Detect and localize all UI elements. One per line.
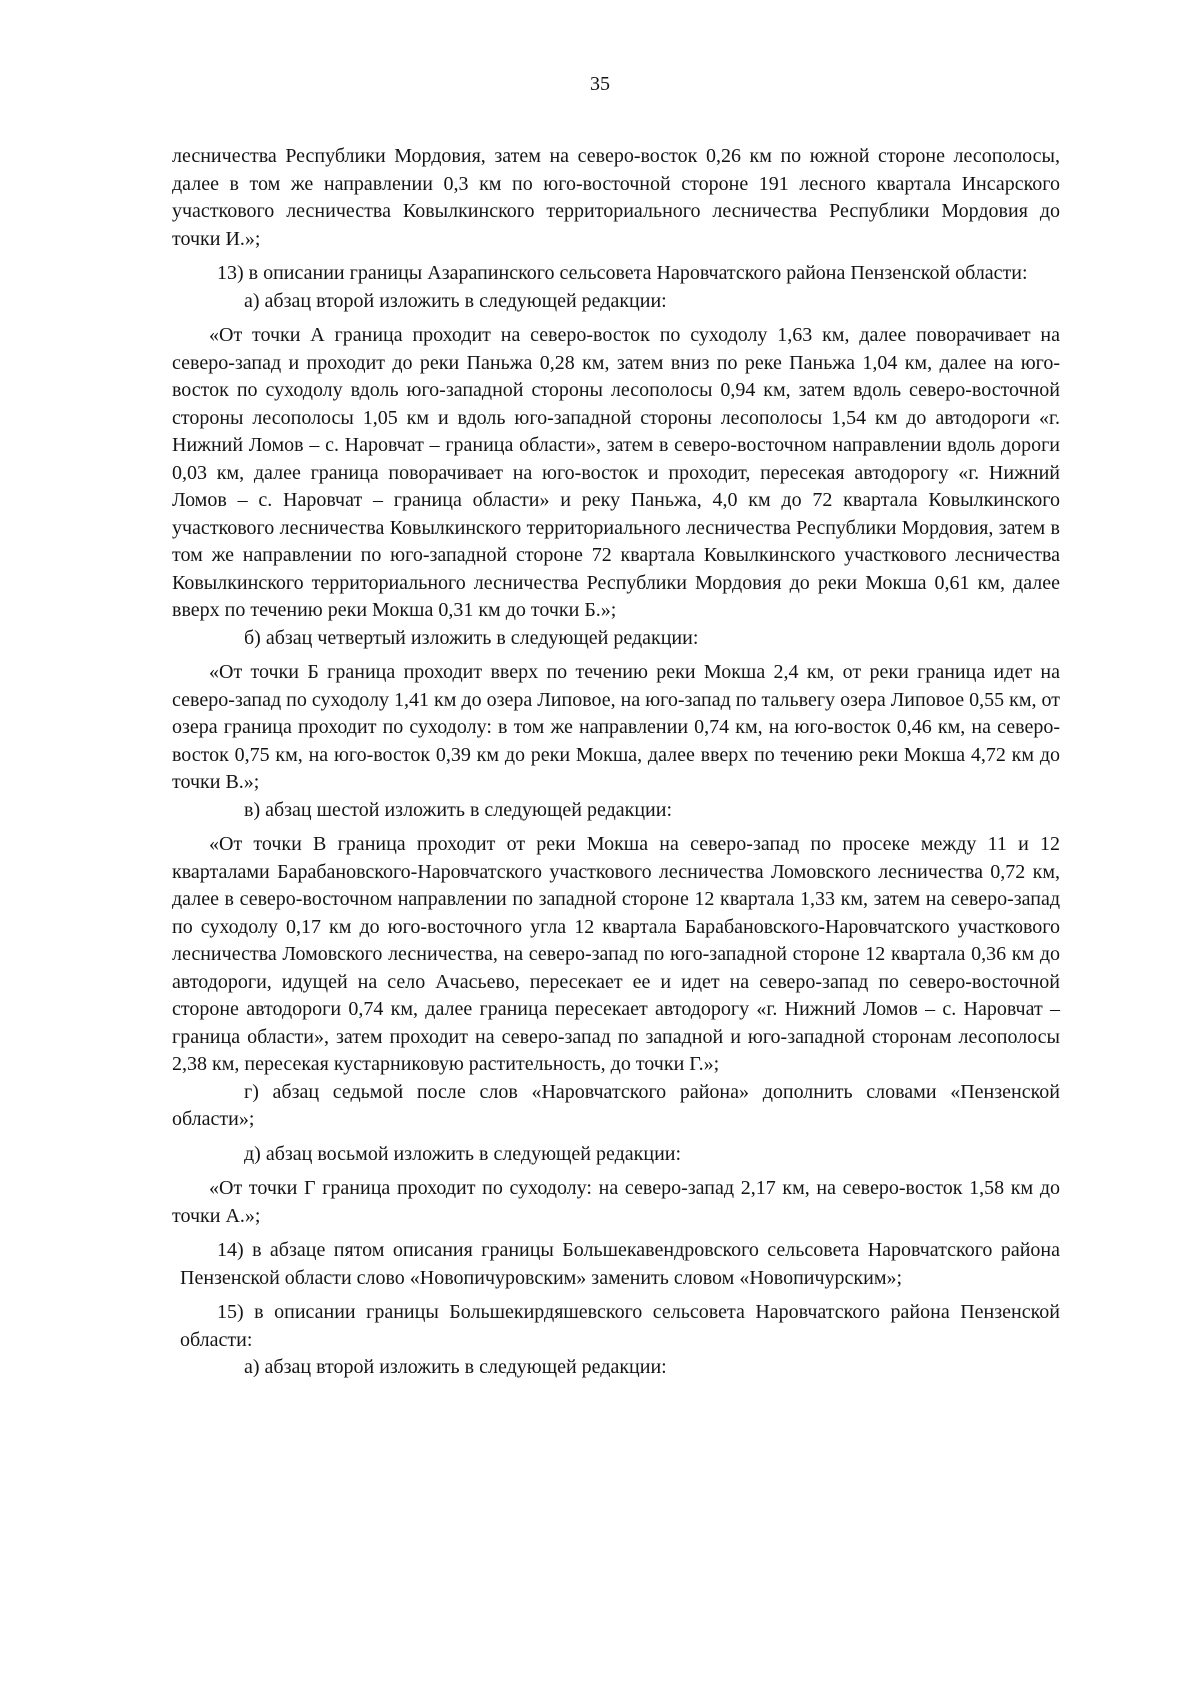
paragraph-subitem-a: а) абзац второй изложить в следующей редакции:	[244, 289, 667, 312]
paragraph-item-13: 13) в описании границы Азарапинского сельсовета Наровчатского района Пензенской области:	[217, 262, 1028, 284]
paragraph-quote-point-a: «От точки А граница проходит на северо-восток по суходолу 1,63 км, далее поворачивает на северо-запад и проходит до реки Паньжа 0,28 км, затем вниз по реке Паньжа 1,04 км, далее на юго-восток по суходолу вдоль юго-западной стороны лесополосы 0,94 км, затем вдоль северо-восточной стороны лесополосы 1,05 км и вдоль юго-западной стороны лесополосы 1,54 км до автодороги «г. Нижний Ломов – с. Наровчат – граница области», затем в северо-восточном направлении вдоль дороги 0,03 км, далее граница поворачивает на юго-восток и проходит, пересекая автодорогу «г. Нижний Ломов – с. Наровчат – граница области» и реку Паньжа, 4,0 км до 72 квартала Ковылкинского участкового лесничества Ковылкинского территориального лесничества Республики Мордовия, затем в том же направлении по юго-западной стороне 72 квартала Ковылкинского участкового лесничества Ковылкинского территориального лесничества Республики Мордовия до реки Мокша 0,61 км, далее вверх по течению реки Мокша 0,31 км до точки Б.»;	[172, 324, 1060, 621]
paragraph-quote-point-b: «От точки Б граница проходит вверх по течению реки Мокша 2,4 км, от реки граница идет на северо-запад по суходолу 1,41 км до озера Липовое, на юго-запад по тальвегу озера Липовое 0,55 км, от озера граница проходит по суходолу: в том же направлении 0,74 км, на юго-восток 0,46 км, на северо-восток 0,75 км, на юго-восток 0,39 км до реки Мокша, далее вверх по течению реки Мокша 4,72 км до точки В.»;	[172, 661, 1060, 793]
paragraph-subitem-v: в) абзац шестой изложить в следующей редакции:	[244, 798, 672, 821]
paragraph-continuation: лесничества Республики Мордовия, затем на северо-восток 0,26 км по южной стороне лесополосы, далее в том же направлении 0,3 км по юго-восточной стороне 191 лесного квартала Инсарского участкового лесничества Ковылкинского территориального лесничества Республики Мордовия до точки И.»;	[172, 145, 1060, 250]
paragraph-quote-point-g: «От точки Г граница проходит по суходолу: на северо-запад 2,17 км, на северо-восток 1,58 км до точки А.»;	[172, 1177, 1060, 1227]
paragraph-item-15: 15) в описании границы Большекирдяшевского сельсовета Наровчатского района Пензенской области:	[180, 1301, 1060, 1351]
paragraph-subitem-b: б) абзац четвертый изложить в следующей редакции:	[244, 626, 699, 649]
paragraph-subitem-g: г) абзац седьмой после слов «Наровчатского района» дополнить словами «Пензенской области»;	[172, 1080, 1060, 1130]
paragraph-quote-point-v: «От точки В граница проходит от реки Мокша на северо-запад по просеке между 11 и 12 кварталами Барабановского-Наровчатского участкового лесничества Ломовского лесничества 0,72 км, далее в северо-восточном направлении по западной стороне 12 квартала 1,33 км, затем на северо-запад по суходолу 0,17 км до юго-восточного угла 12 квартала Барабановского-Наровчатского участкового лесничества Ломовского лесничества, на северо-запад по юго-западной стороне 12 квартала 0,36 км до автодороги, идущей на село Ачасьево, пересекает ее и идет на северо-запад по северо-восточной стороне автодороги 0,74 км, далее граница пересекает автодорогу «г. Нижний Ломов – с. Наровчат – граница области», затем проходит на северо-запад по западной и юго-западной сторонам лесополосы 2,38 км, пересекая кустарниковую растительность, до точки Г.»;	[172, 833, 1060, 1075]
paragraph-item-14: 14) в абзаце пятом описания границы Большекавендровского сельсовета Наровчатского района Пензенской области слово «Новопичуровским» заменить словом «Новопичурским»;	[180, 1239, 1060, 1289]
paragraph-subitem-d: д) абзац восьмой изложить в следующей редакции:	[244, 1142, 682, 1165]
page-number: 35	[590, 73, 610, 95]
paragraph-subitem-a-2: а) абзац второй изложить в следующей редакции:	[244, 1356, 667, 1378]
document-body	[172, 143, 1060, 1382]
